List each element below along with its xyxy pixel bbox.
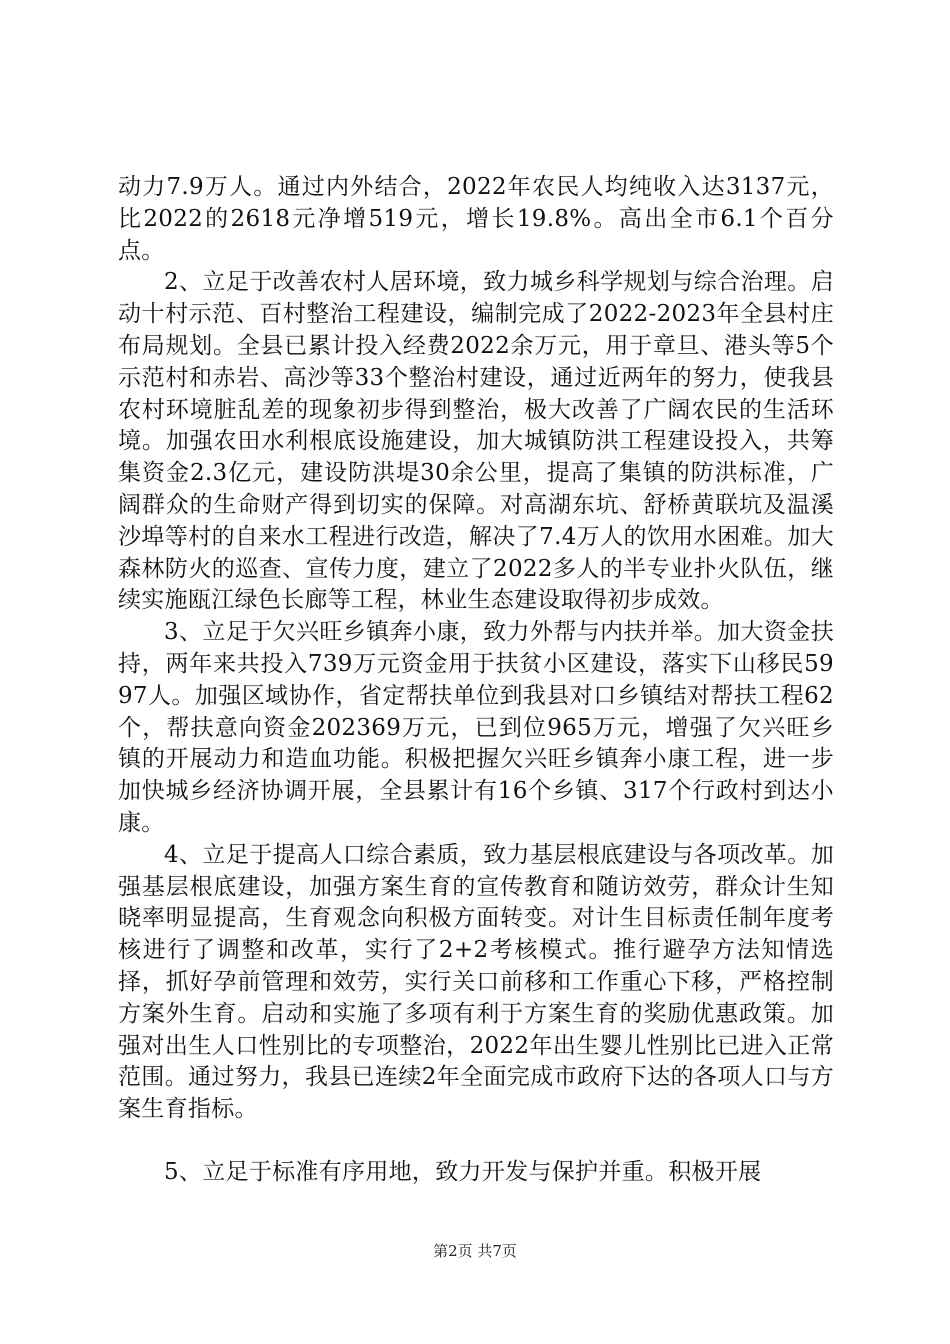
paragraph-item-3: 3、立足于欠兴旺乡镇奔小康，致力外帮与内扶并举。加大资金扶持，两年来共投入739万元资金用于扶贫小区建设，落实下山移民5997人。加强区域协作，省定帮扶单位到我县对口乡镇结对帮扶工程62个，帮扶意向资金202369万元，已到位965万元，增强了欠兴旺乡镇的开展动力和造血功能。积极把握欠兴旺乡镇奔小康工程，进一步加快城乡经济协调开展，全县累计有16个乡镇、317个行政村到达小康。 — [118, 619, 834, 836]
document-body — [118, 172, 834, 1189]
paragraph-item-5: 5、立足于标准有序用地，致力开发与保护并重。积极开展 — [164, 1158, 762, 1185]
paragraph-item-4: 4、立足于提高人口综合素质，致力基层根底建设与各项改革。加强基层根底建设，加强方案生育的宣传教育和随访效劳，群众计生知晓率明显提高，生育观念向积极方面转变。对计生目标责任制年度考核进行了调整和改革，实行了2+2考核模式。推行避孕方法知情选择，抓好孕前管理和效劳，实行关口前移和工作重心下移，严格控制方案外生育。启动和实施了多项有利于方案生育的奖励优惠政策。加强对出生人口性别比的专项整治，2022年出生婴儿性别比已进入正常范围。通过努力，我县已连续2年全面完成市政府下达的各项人口与方案生育指标。 — [118, 841, 834, 1123]
paragraph-item-2: 2、立足于改善农村人居环境，致力城乡科学规划与综合治理。启动十村示范、百村整治工程建设，编制完成了2022-2023年全县村庄布局规划。全县已累计投入经费2022余万元，用于章旦、港头等5个示范村和赤岩、高沙等33个整治村建设，通过近两年的努力，使我县农村环境脏乱差的现象初步得到整治，极大改善了广阔农民的生活环境。加强农田水利根底设施建设，加大城镇防洪工程建设投入，共筹集资金2.3亿元，建设防洪堤30余公里，提高了集镇的防洪标准，广阔群众的生命财产得到切实的保障。对高湖东坑、舒桥黄联坑及温溪沙埠等村的自来水工程进行改造，解决了7.4万人的饮用水困难。加大森林防火的巡查、宣传力度，建立了2022多人的半专业扑火队伍，继续实施瓯江绿色长廊等工程，林业生态建设取得初步成效。 — [118, 269, 834, 614]
paragraph-continuation: 动力7.9万人。通过内外结合，2022年农民人均纯收入达3137元，比2022的2618元净增519元，增长19.8%。高出全市6.1个百分点。 — [118, 174, 834, 264]
page-number-footer: 第2页 共7页 — [433, 1242, 517, 1260]
